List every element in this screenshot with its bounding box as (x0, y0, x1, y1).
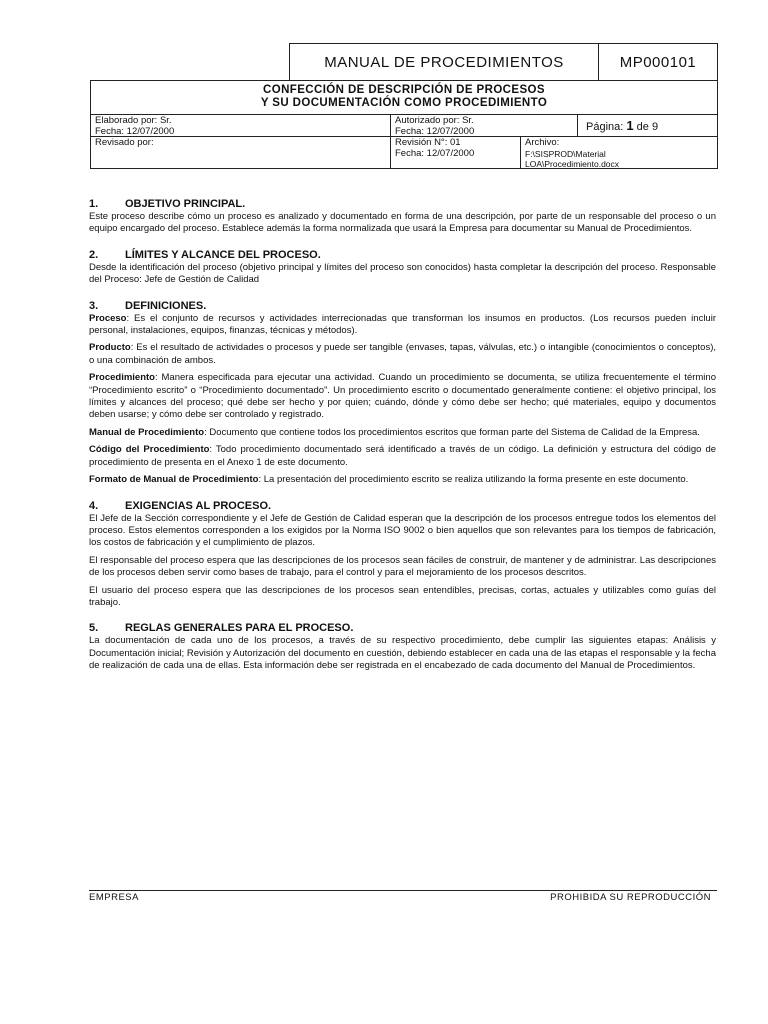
pagina-number: 1 (626, 118, 634, 133)
section-4-paragraph-1: El Jefe de la Sección correspondiente y el Jefe de Gestión de Calidad esperan que la descripción de los procesos entregue todos los elementos del proceso. Estos elementos corresponden a los exigidos por la Norma ISO 9002 o bien aquellos que son relevantes para los tiempos de fabricación, los costos de fabricación y el cumplimiento de plazos. (89, 512, 716, 549)
definition-codigo (89, 444, 716, 469)
section-1-title: OBJETIVO PRINCIPAL. (125, 198, 246, 210)
section-2-number: 2. (89, 248, 99, 261)
header-info-box (90, 80, 718, 169)
definition-text: : Es el conjunto de recursos y actividades interrecionadas que transforman los insumos en productos. (Los recursos pueden incluir personal, instalaciones, equipos, finanzas, técnicas y métodos). (89, 312, 716, 337)
document-body (89, 197, 716, 673)
definition-manual (89, 427, 716, 439)
manual-title: MANUAL DE PROCEDIMIENTOS (290, 44, 599, 81)
autorizado-cell (391, 115, 578, 136)
footer-notice: PROHIBIDA SU REPRODUCCIÓN (550, 892, 711, 903)
definition-text: : Es el resultado de actividades o procesos y puede ser tangible (envases, tapas, válvulas, etc.) o intangible (conocimientos o conceptos), o una combinación de ambos. (89, 342, 716, 366)
autorizado-fecha: Fecha: 12/07/2000 (395, 125, 475, 137)
header-row-authors (91, 115, 717, 137)
section-3-number: 3. (89, 299, 99, 312)
section-2-heading (89, 248, 716, 262)
definition-text: : Todo procedimiento documentado será identificado a través de un código. La definición y estructura del código de procedimiento de presenta en el Anexo 1 de este documento. (89, 444, 717, 468)
definition-term: Manual de Procedimiento (89, 426, 205, 438)
elaborado-cell (91, 115, 391, 136)
subtitle-line-1: CONFECCIÓN DE DESCRIPCIÓN DE PROCESOS (263, 84, 545, 96)
section-4-number: 4. (89, 499, 99, 512)
header-row-revision (91, 137, 717, 168)
archivo-cell (521, 137, 717, 168)
section-5-number: 5. (89, 622, 99, 635)
section-4-heading (89, 499, 716, 513)
definition-producto (89, 342, 716, 367)
definition-procedimiento (89, 372, 716, 422)
definition-proceso (89, 313, 716, 338)
definition-term: Código del Procedimiento (89, 444, 210, 456)
footer-company: EMPRESA (89, 892, 139, 903)
pagina-total: de 9 (636, 121, 659, 133)
revision-fecha: Fecha: 12/07/2000 (395, 147, 475, 159)
section-5-title: REGLAS GENERALES PARA EL PROCESO. (125, 622, 354, 635)
elaborado-por: Elaborado por: Sr. (95, 115, 172, 126)
section-5-text: La documentación de cada uno de los procesos, a través de su respectivo procedimiento, debe cumplir las siguientes etapas: Análisis y Documentación inicial; Revisión y Autorización del documento en cuestión, debiendo establecer en cada una de las etapas el responsable y la fecha de realización de cada una de ellas. Esta información debe ser registrada en el encabezado de cada documento del Manual de Procedimientos. (89, 635, 716, 672)
revisado-cell (91, 137, 391, 168)
revision-cell (391, 137, 521, 168)
definition-term: Proceso (89, 312, 127, 324)
section-4-paragraph-2: El responsable del proceso espera que las descripciones de los procesos sean fáciles de construir, de mantener y de administrar. Las descripciones de los procesos deben servir como bases de trabajo, para el control y para el mejoramiento de los procesos descritos. (89, 554, 716, 579)
section-1-heading (89, 197, 716, 211)
definition-term: Formato de Manual de Procedimiento (89, 474, 259, 486)
definition-term: Procedimiento (89, 372, 155, 384)
section-2-text: Desde la identificación del proceso (objetivo principal y límites del proceso son conocidos) hasta completar la descripción del proceso. Responsable del Proceso: Jefe de Gestión de Calidad (89, 261, 716, 286)
section-1-number: 1. (89, 198, 99, 210)
section-2-title: LÍMITES Y ALCANCE DEL PROCESO. (125, 248, 321, 261)
section-4-paragraph-3: El usuario del proceso espera que las descripciones de los procesos sean entendibles, precisas, cortas, actuales y utilizables como guías del trabajo. (89, 584, 716, 608)
section-1-text: Este proceso describe cómo un proceso es analizado y documentado en forma de una descripción, por parte de un responsable del proceso o un equipo encargado del proceso. Establece además la forma normalizada que usará la Empresa para documentar su Manual de Procedimientos. (89, 211, 716, 235)
pagina-cell (578, 115, 717, 136)
subtitle-line-2: Y SU DOCUMENTACIÓN COMO PROCEDIMIENTO (260, 97, 548, 109)
revisado-por: Revisado por: (95, 137, 154, 148)
archivo-path-1: F:\SISPROD\Material (525, 148, 606, 159)
document-subtitle (91, 81, 717, 115)
archivo-path-2: LOA\Procedimiento.docx (525, 159, 620, 169)
definition-text: : Manera especificada para ejecutar una actividad. Cuando un procedimiento se documenta, se utiliza frecuentemente el término “Procedimiento escrito” o “Procedimiento documentado”. Un procedimiento escrito o documentado generalmente contiene: el objetivo principal, los límites y alcances del proceso; qué debe ser hecho y por quien; cuándo, dónde y cómo debe ser hecho; qué materiales, equipo y documentos deben usarse; y cómo debe ser controlado y registrado. (89, 372, 716, 421)
definition-term: Producto (89, 342, 131, 354)
footer-divider (89, 890, 717, 891)
autorizado-por: Autorizado por: Sr. (395, 115, 474, 126)
definition-text: : La presentación del procedimiento escrito se realiza utilizando la forma presente en este documento. (258, 474, 689, 486)
definition-formato (89, 474, 716, 486)
document-code: MP000101 (619, 54, 697, 71)
section-4-title: EXIGENCIAS AL PROCESO. (125, 499, 272, 512)
pagina-label: Página: (586, 121, 624, 133)
revision-number: Revisión N°: 01 (395, 137, 461, 148)
header-title-block (289, 43, 718, 80)
archivo-label: Archivo: (525, 137, 560, 148)
section-5-heading (89, 621, 716, 635)
definition-text: : Documento que contiene todos los procedimientos escritos que forman parte del Sistema de Calidad de la Empresa. (204, 426, 700, 438)
elaborado-fecha: Fecha: 12/07/2000 (95, 125, 175, 137)
section-3-heading (89, 299, 716, 313)
section-3-title: DEFINICIONES. (125, 299, 207, 312)
